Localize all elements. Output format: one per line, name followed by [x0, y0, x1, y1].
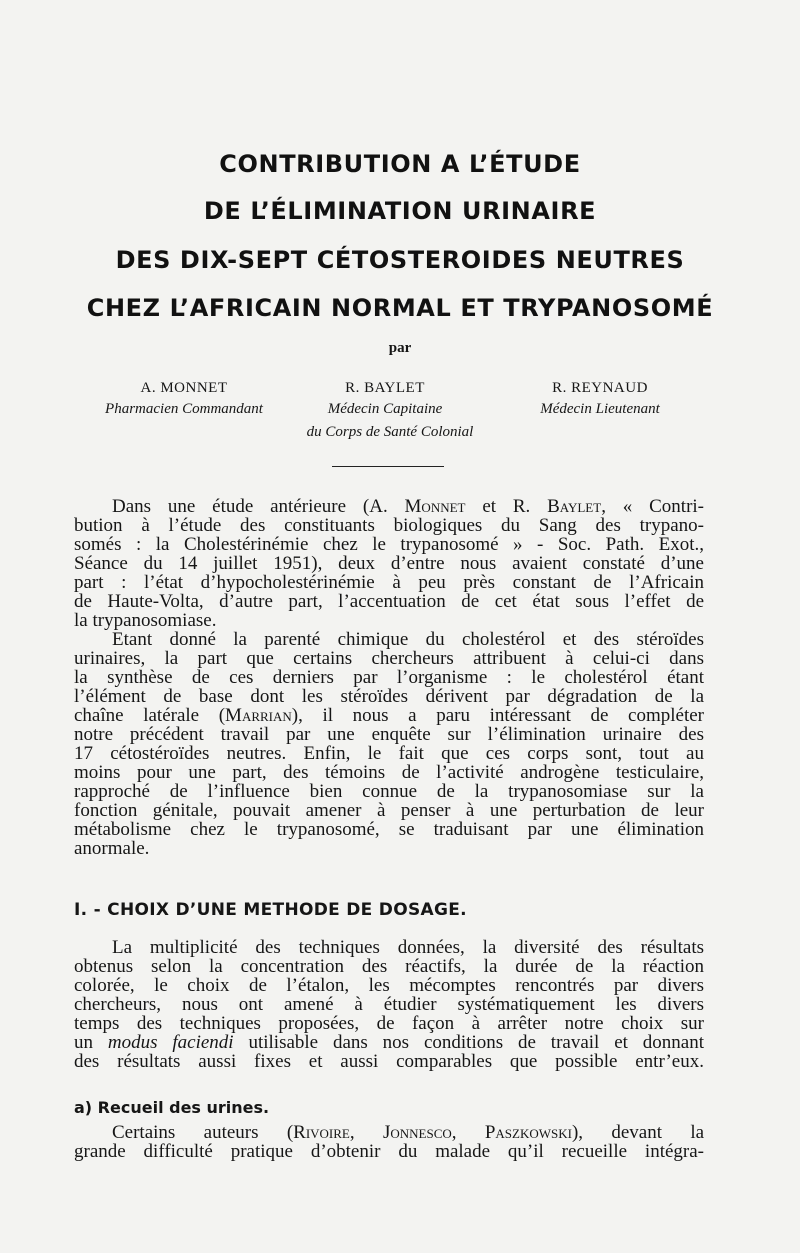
affiliation: du Corps de Santé Colonial [306, 424, 474, 440]
text-line: Séance du 14 juillet 1951), deux d’entre nous avaient constaté d’une [74, 554, 704, 573]
text-line: Certains auteurs (Rivoire, Jonnesco, Paszkowski), devant la [112, 1123, 704, 1142]
text-line: fonction génitale, pouvait amener à penser à une perturbation de leur [74, 801, 704, 820]
text-line: grande difficulté pratique d’obtenir du malade qu’il recueille intégra- [74, 1142, 704, 1161]
author-name: A. MONNET [140, 380, 228, 396]
text-line: urinaires, la part que certains chercheurs attribuent à celui-ci dans [74, 649, 704, 668]
text-line: part : l’état d’hypocholestérinémie à peu près constant de l’Africain [74, 573, 704, 592]
by-word: par [388, 340, 412, 356]
text-line: un modus faciendi utilisable dans nos conditions de travail et donnant [74, 1033, 704, 1052]
subsection-a-paragraph [74, 1123, 704, 1161]
author-role: Médecin Lieutenant [540, 401, 660, 417]
author-baylet [295, 380, 475, 418]
author-monnet [84, 380, 284, 418]
title-line-4: CHEZ L’AFRICAIN NORMAL ET TRYPANOSOMÉ [86, 294, 714, 322]
text-line: l’élément de base dont les stéroïdes dérivent par dégradation de la [74, 687, 704, 706]
author-role: Médecin Capitaine [327, 401, 443, 417]
section1-paragraph [74, 938, 704, 1071]
text-line: 17 cétostéroïdes neutres. Enfin, le fait que ces corps sont, tout au [74, 744, 704, 763]
text-line: Dans une étude antérieure (A. Monnet et R. Baylet, « Contri- [112, 497, 704, 516]
separator-rule [332, 466, 444, 467]
text-line: colorée, le choix de l’étalon, les mécomptes rencontrés par divers [74, 976, 704, 995]
text-line: de Haute-Volta, d’autre part, l’accentuation de cet état sous l’effet de [74, 592, 704, 611]
text-line: chercheurs, nous ont amené à étudier systématiquement les divers [74, 995, 704, 1014]
text-line: chaîne latérale (Marrian), il nous a paru intéressant de compléter [74, 706, 704, 725]
text-line: métabolisme chez le trypanosomé, se traduisant par une élimination [74, 820, 704, 839]
title-line-3: DES DIX-SEPT CÉTOSTEROIDES NEUTRES [115, 246, 685, 274]
author-reynaud [515, 380, 685, 418]
text-line: rapproché de l’influence bien connue de la trypanosomiase sur la [74, 782, 704, 801]
author-name: R. BAYLET [345, 380, 425, 396]
text-line: Etant donné la parenté chimique du cholestérol et des stéroïdes [112, 630, 704, 649]
text-line: anormale. [74, 839, 150, 858]
title-line-2: DE L’ÉLIMINATION URINAIRE [203, 197, 597, 225]
author-name: R. REYNAUD [552, 380, 648, 396]
intro-paragraph [74, 497, 704, 858]
text-line: La multiplicité des techniques données, la diversité des résultats [112, 938, 704, 957]
text-line: obtenus selon la concentration des réactifs, la durée de la réaction [74, 957, 704, 976]
text-line: notre précédent travail par une enquête sur l’élimination urinaire des [74, 725, 704, 744]
subsection-heading: a) Recueil des urines. [74, 1098, 270, 1117]
title-line-1: CONTRIBUTION A L’ÉTUDE [219, 150, 581, 178]
author-role: Pharmacien Commandant [105, 401, 263, 417]
text-line: bution à l’étude des constituants biologiques du Sang des trypano- [74, 516, 704, 535]
text-line: la trypanosomiase. [74, 611, 217, 630]
text-line: moins pour une part, des témoins de l’activité androgène testiculaire, [74, 763, 704, 782]
text-line: temps des techniques proposées, de façon à arrêter notre choix sur [74, 1014, 704, 1033]
text-line: la synthèse de ces derniers par l’organisme : le cholestérol étant [74, 668, 704, 687]
text-line: des résultats aussi fixes et aussi comparables que possible entr’eux. [74, 1052, 704, 1071]
text-line: somés : la Cholestérinémie chez le trypanosomé » - Soc. Path. Exot., [74, 535, 704, 554]
section-heading: I. - CHOIX D’UNE METHODE DE DOSAGE. [74, 900, 467, 920]
